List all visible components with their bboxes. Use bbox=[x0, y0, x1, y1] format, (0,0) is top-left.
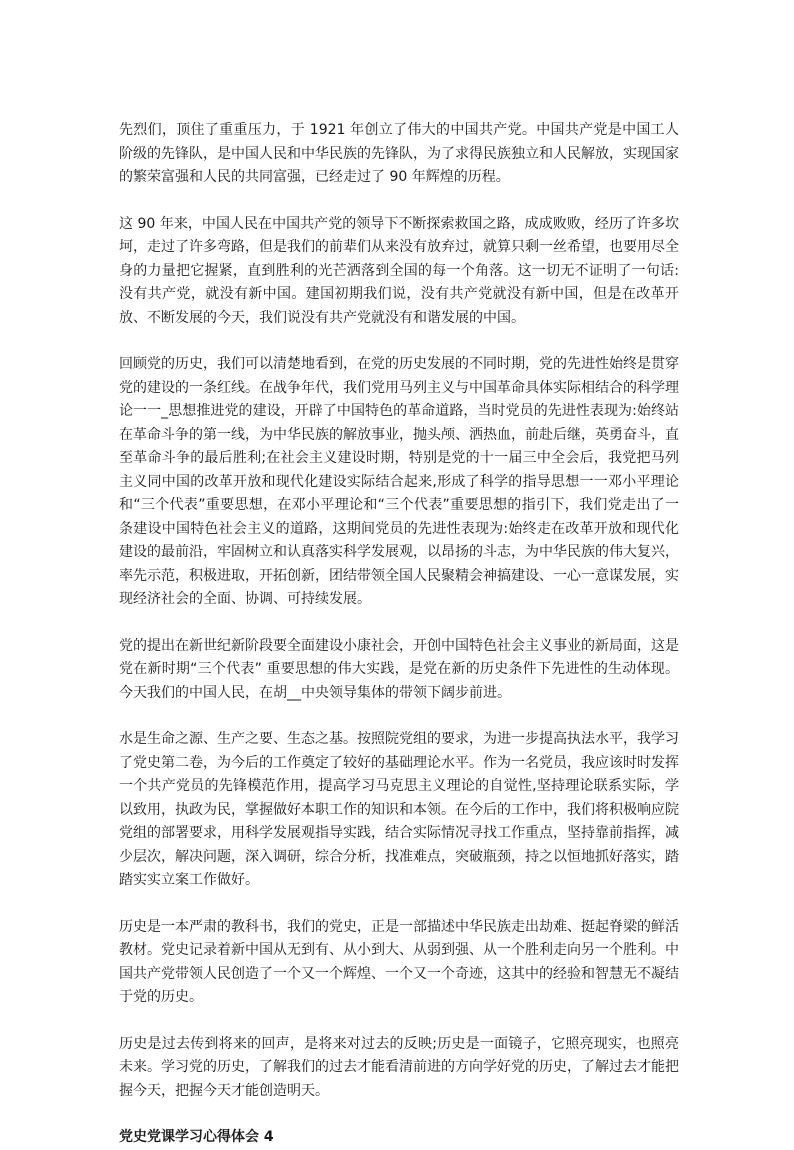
paragraph-5: 水是生命之源、生产之要、生态之基。按照院党组的要求，为进一步提高执法水平，我学习了党史第二卷，为今后的工作奠定了较好的基础理论水平。作为一名党员，我应该时时发挥一个共产党员的先锋模范作用，提高学习马克思主义理论的自觉性,坚持理论联系实际，学以致用，执政为民，掌握做好本职工作的知识和本领。在今后的工作中，我们将积极响应院党组的部署要求，用科学发展观指导实践，结合实际情况寻找工作重点，坚持靠前指挥，减少层次，解决问题，深入调研，综合分析，找准难点，突破瓶颈，持之以恒地抓好落实，踏踏实实立案工作做好。 bbox=[119, 731, 679, 888]
paragraph-3: 回顾党的历史，我们可以清楚地看到，在党的历史发展的不同时期，党的先进性始终是贯穿党的建设的一条红线。在战争年代，我们党用马列主义与中国革命具体实际相结合的科学理论一一_思想推进党的建设，开辟了中国特色的革命道路，当时党员的先进性表现为:始终站在革命斗争的第一线，为中华民族的解放事业，抛头颅、洒热血，前赴后继，英勇奋斗，直至革命斗争的最后胜利;在社会主义建设时期，特别是党的十一届三中全会后，我党把马列主义同中国的改革开放和现代化建设实际结合起来,形成了科学的指导思想一一邓小平理论和“三个代表”重要思想，在邓小平理论和“三个代表”重要思想的指引下，我们党走出了一条建设中国特色社会主义的道路，这期间党员的先进性表现为:始终走在改革开放和现代化建设的最前沿，牢固树立和认真落实科学发展观，以昂扬的斗志，为中华民族的伟大复兴，率先示范，积极进取，开拓创新，团结带领全国人民聚精会神搞建设、一心一意谋发展，实现经济社会的全面、协调、可持续发展。 bbox=[119, 356, 679, 607]
document-body bbox=[119, 119, 679, 1150]
paragraph-1: 先烈们，顶住了重重压力，于 1921 年创立了伟大的中国共产党。中国共产党是中国工人阶级的先锋队，是中国人民和中华民族的先锋队，为了求得民族独立和人民解放，实现国家的繁荣富强和人民的共同富强，已经走过了 90 年辉煌的历程。 bbox=[119, 122, 679, 185]
paragraph-6: 历史是一本严肃的教科书，我们的党史，正是一部描述中华民族走出劫难、挺起脊梁的鲜活教材。党史记录着新中国从无到有、从小到大、从弱到强、从一个胜利走向另一个胜利。中国共产党带领人民创造了一个又一个辉煌、一个又一个奇迹，这其中的经验和智慧无不凝结于党的历史。 bbox=[119, 918, 679, 1005]
paragraph-7: 历史是过去传到将来的回声，是将来对过去的反映;历史是一面镜子，它照亮现实，也照亮未来。学习党的历史，了解我们的过去才能看清前进的方向学好党的历史，了解过去才能把握今天，把握今天才能创造明天。 bbox=[119, 1035, 679, 1099]
paragraph-2: 这 90 年来，中国人民在中国共产党的领导下不断探索救国之路，成成败败，经历了许多坎坷，走过了许多弯路，但是我们的前辈们从来没有放弃过，就算只剩一丝希望，也要用尽全身的力量把它握紧，直到胜利的光芒洒落到全国的每一个角落。这一切无不证明了一句话:没有共产党，就没有新中国。建国初期我们说，没有共产党就没有新中国，但是在改革开放、不断发展的今天，我们说没有共产党就没有和谐发展的中国。 bbox=[119, 215, 679, 326]
paragraph-4: 党的提出在新世纪新阶段要全面建设小康社会，开创中国特色社会主义事业的新局面，这是党在新时期“三个代表” 重要思想的伟大实践，是党在新的历史条件下先进性的生动体现。今天我们的中国人民，在胡__中央领导集体的带领下阔步前进。 bbox=[119, 637, 679, 701]
section-heading: 党史党课学习心得体会 4 bbox=[119, 1129, 274, 1145]
